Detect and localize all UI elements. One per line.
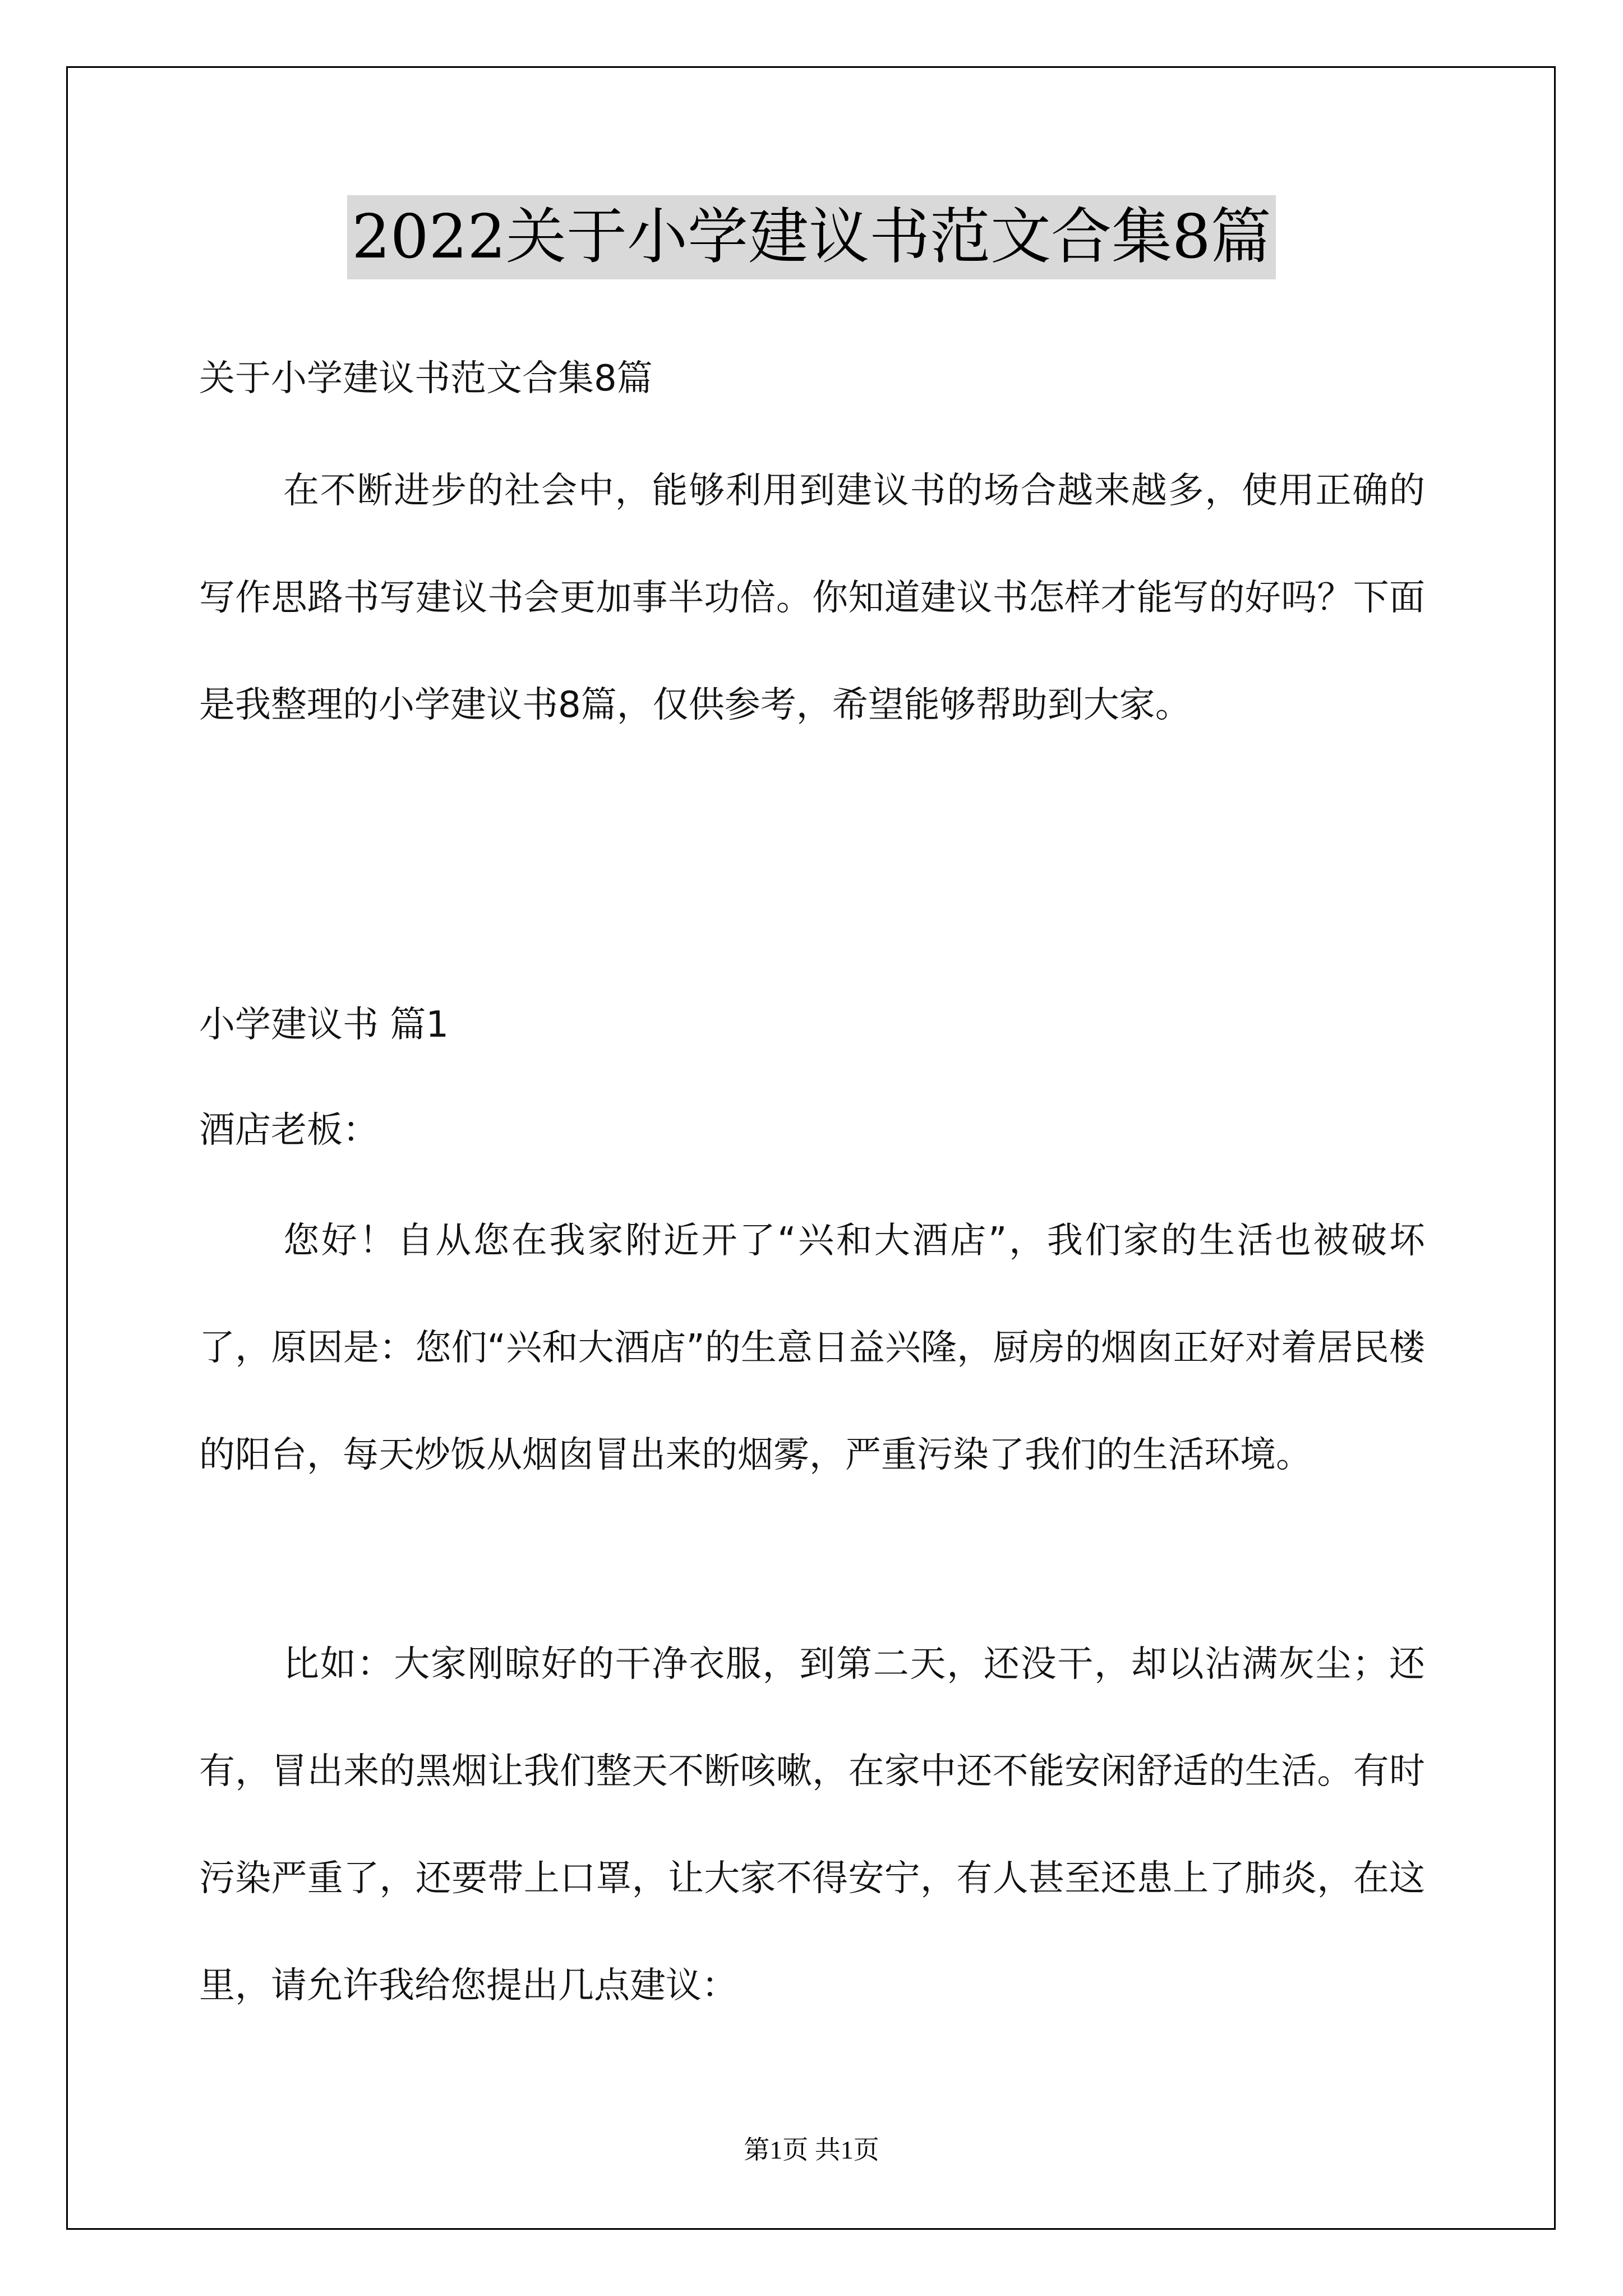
document-subtitle: 关于小学建议书范文合集8篇 [199, 358, 653, 399]
section-heading: 小学建议书 篇1 [199, 1004, 449, 1046]
body-paragraph-1: 您好！自从您在我家附近开了“兴和大酒店”，我们家的生活也被破坏了，原因是：您们“兴和大酒店”的生意日益兴隆，厨房的烟囱正好对着居民楼的阳台，每天炒饭从烟囱冒出来的烟雾，严重污染了我们的生活环境。 [199, 1220, 1425, 1476]
document-title: 2022关于小学建议书范文合集8篇 [347, 195, 1276, 279]
body-paragraph-2: 比如：大家刚晾好的干净衣服，到第二天，还没干，却以沾满灰尘；还有，冒出来的黑烟让我们整天不断咳嗽，在家中还不能安闲舒适的生活。有时污染严重了，还要带上口罩，让大家不得安宁，有人甚至还患上了肺炎，在这里，请允许我给您提出几点建议： [199, 1644, 1425, 2007]
intro-paragraph: 在不断进步的社会中，能够利用到建议书的场合越来越多，使用正确的写作思路书写建议书会更加事半功倍。你知道建议书怎样才能写的好吗？下面是我整理的小学建议书8篇，仅供参考，希望能够帮助到大家。 [199, 470, 1425, 726]
title-container [0, 195, 1623, 279]
salutation: 酒店老板： [199, 1110, 379, 1151]
page-footer: 第1页 共1页 [744, 2136, 879, 2164]
